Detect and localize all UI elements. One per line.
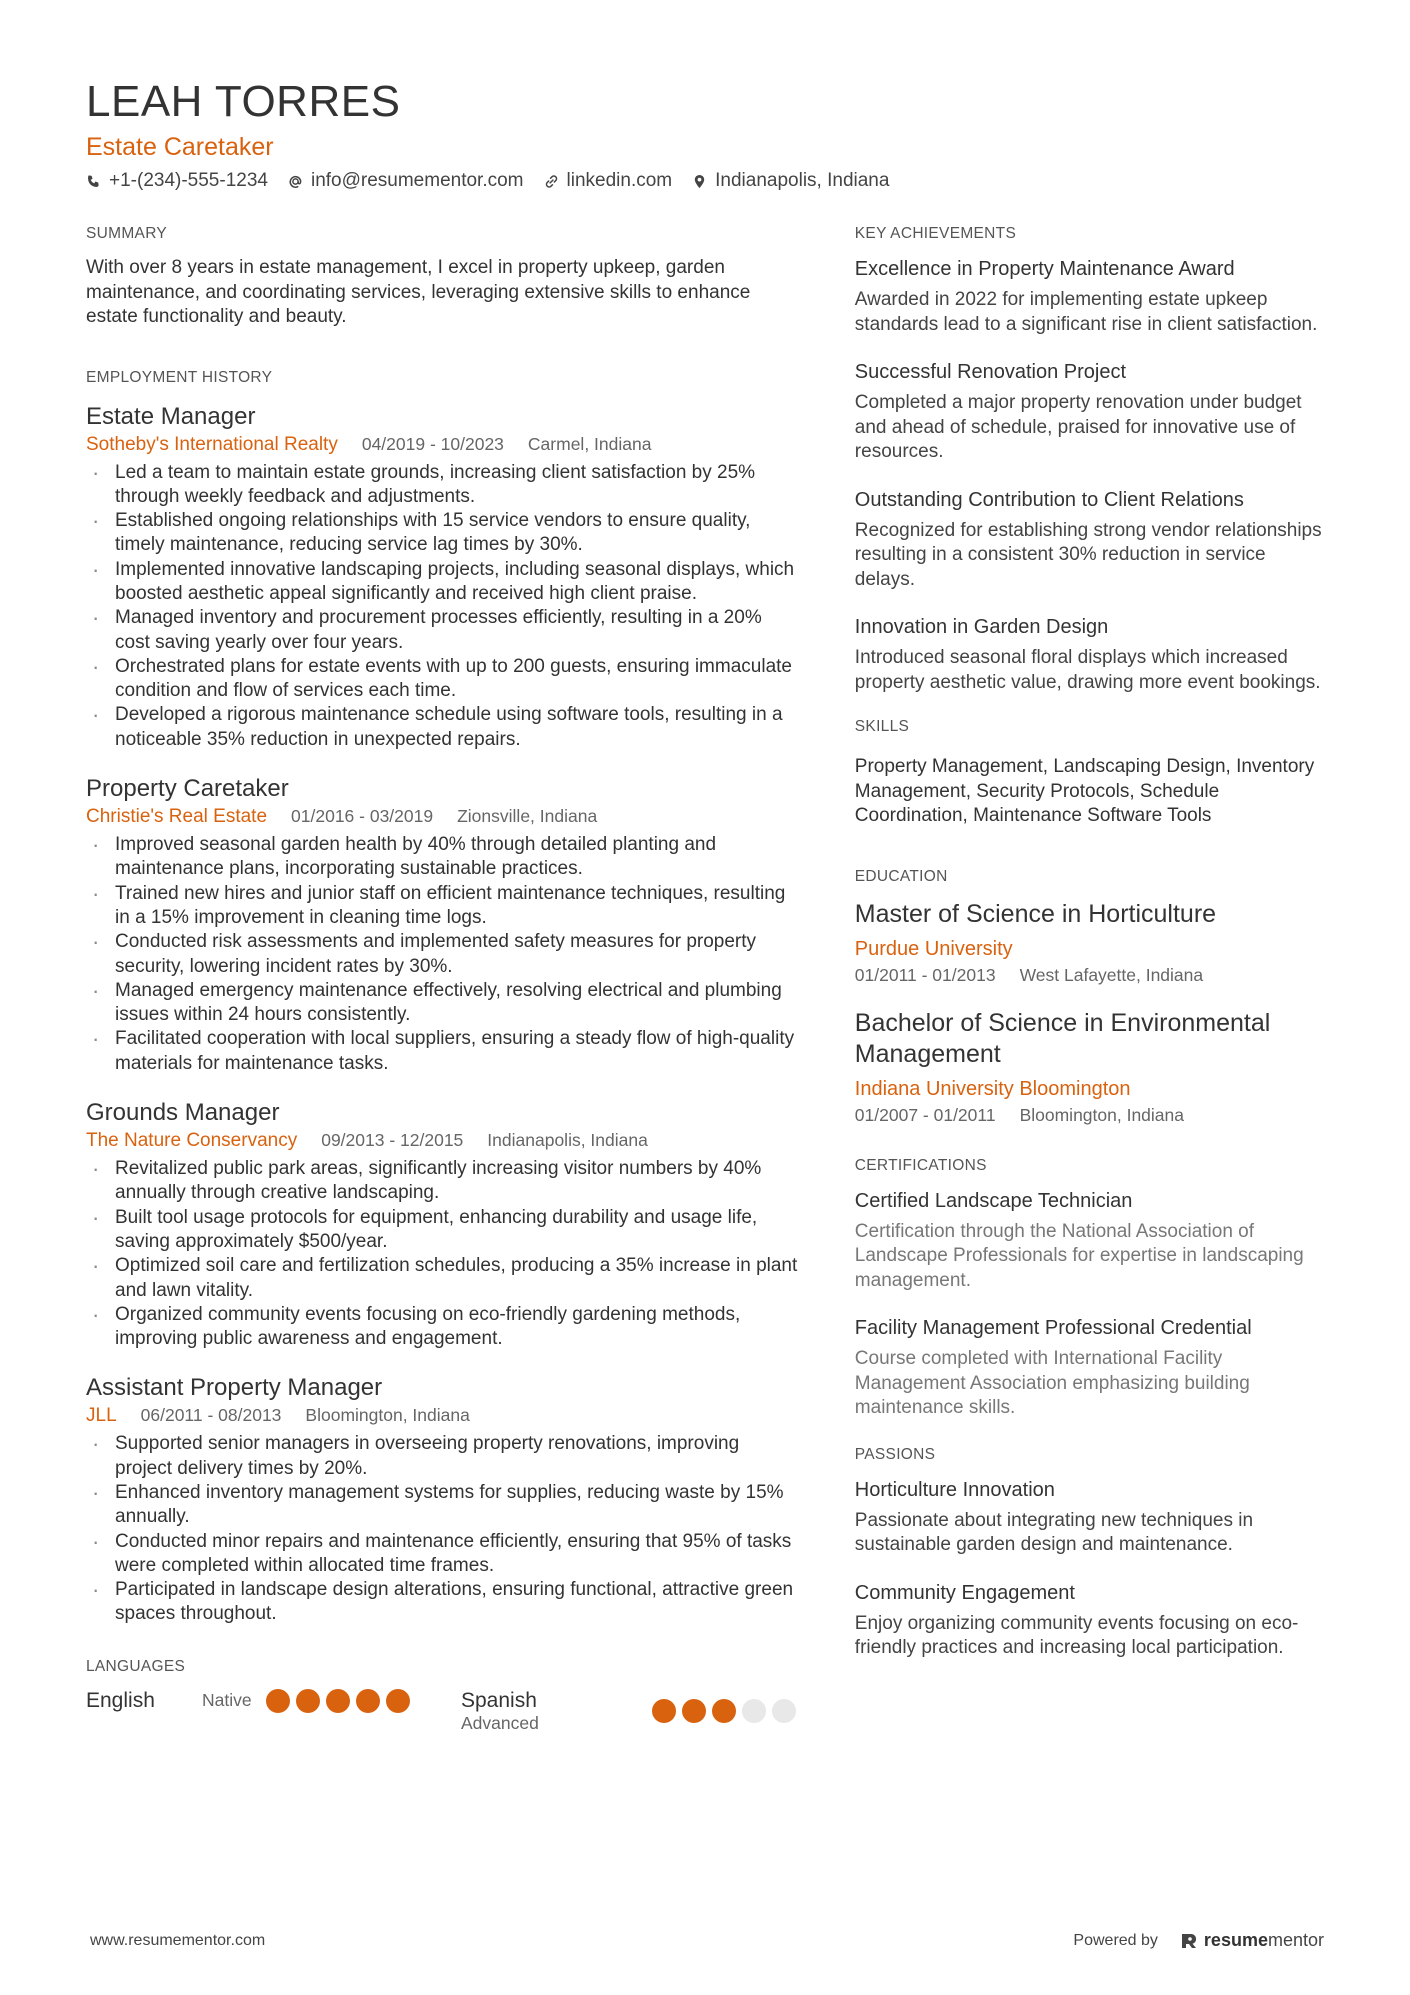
bullet-item: · Implemented innovative landscaping projects, including seasonal displays, which boosted aesthetic appeal significantly and received high client praise.: [86, 558, 800, 607]
certification-item: [855, 1188, 1324, 1294]
bullet-item: · Conducted minor repairs and maintenance efficiently, ensuring that 95% of tasks were completed within allocated time frames.: [86, 1530, 800, 1579]
achievement-item: [855, 256, 1324, 337]
achievements-heading: KEY ACHIEVEMENTS: [854, 225, 1017, 242]
job-location: Bloomington, Indiana: [305, 1405, 470, 1426]
bullet-item: · Participated in landscape design alterations, ensuring functional, attractive green spaces throughout.: [86, 1578, 800, 1627]
employment-heading: EMPLOYMENT HISTORY: [86, 368, 273, 386]
education-dates: 01/2011 - 01/2013: [854, 964, 996, 985]
school-name: Indiana University Bloomington: [854, 1077, 1131, 1100]
job-bullets: [86, 1432, 800, 1626]
language-spanish: [461, 1689, 796, 1734]
skills-section: [855, 717, 1324, 829]
left-column: [86, 224, 800, 1772]
achievement-item: [855, 487, 1324, 593]
achievement-item: [855, 359, 1324, 465]
job-title: Estate Manager: [86, 402, 256, 430]
achievement-desc: Awarded in 2022 for implementing estate upkeep standards lead to a significant rise in client satisfaction.: [854, 289, 1318, 335]
job-entry: [86, 1098, 800, 1351]
achievement-title: Successful Renovation Project: [854, 361, 1127, 383]
education-location: Bloomington, Indiana: [1019, 1104, 1184, 1125]
job-bullets: [86, 1157, 800, 1351]
job-dates: 04/2019 - 10/2023: [361, 433, 504, 454]
at-icon: [288, 174, 303, 189]
bullet-item: · Organized community events focusing on eco-friendly gardening methods, improving public awareness and engagement.: [86, 1303, 800, 1352]
skills-text: Property Management, Landscaping Design, Inventory Management, Security Protocols, Schedule Coordination, Maintenance Software Tools: [854, 756, 1315, 826]
language-name: English: [86, 1688, 155, 1712]
achievement-title: Innovation in Garden Design: [854, 616, 1109, 638]
link-icon: [544, 174, 559, 189]
bullet-item: · Supported senior managers in overseeing property renovations, improving project delivery times by 20%.: [86, 1432, 800, 1481]
language-name: Spanish: [461, 1688, 537, 1712]
summary-heading: SUMMARY: [86, 225, 168, 242]
language-level: Advanced: [461, 1712, 539, 1733]
passion-title: Horticulture Innovation: [854, 1478, 1055, 1501]
passion-item: [855, 1580, 1324, 1661]
company-name: The Nature Conservancy: [86, 1130, 298, 1152]
candidate-title: Estate Caretaker: [86, 133, 274, 161]
achievement-item: [855, 614, 1324, 695]
school-name: Purdue University: [854, 937, 1013, 960]
company-name: JLL: [86, 1405, 117, 1427]
contact-bar: [86, 170, 1324, 192]
location-pin-icon: [692, 174, 707, 189]
rating-dot: [386, 1689, 410, 1713]
brand-rest: mentor: [1267, 1930, 1324, 1950]
bullet-item: · Managed emergency maintenance effectively, resolving electrical and plumbing issues within 24 hours consistently.: [86, 979, 800, 1028]
certifications-section: [855, 1156, 1324, 1421]
rating-dot: [356, 1689, 380, 1713]
job-title: Assistant Property Manager: [86, 1374, 383, 1402]
bullet-item: · Managed inventory and procurement processes efficiently, resulting in a 20% cost saving yearly over four years.: [86, 606, 800, 655]
resumementor-logo-icon: [1180, 1932, 1198, 1950]
achievement-desc: Recognized for establishing strong vendor relationships resulting in a consistent 30% reduction in service delays.: [854, 519, 1322, 590]
job-dates: 09/2013 - 12/2015: [321, 1130, 464, 1151]
certification-item: [855, 1315, 1324, 1421]
page-footer: [90, 1930, 1324, 1951]
certifications-heading: CERTIFICATIONS: [854, 1156, 987, 1174]
job-location: Indianapolis, Indiana: [487, 1130, 648, 1151]
certification-desc: Certification through the National Association of Landscape Professionals for expertise in landscaping management.: [854, 1220, 1304, 1291]
powered-by-label: Powered by: [1073, 1931, 1158, 1949]
contact-phone: [86, 170, 268, 192]
powered-by: [1073, 1930, 1324, 1951]
job-dates: 06/2011 - 08/2013: [140, 1405, 282, 1426]
education-item: [855, 899, 1324, 986]
education-heading: EDUCATION: [854, 867, 948, 885]
company-name: Christie's Real Estate: [86, 806, 268, 828]
rating-dot: [682, 1699, 706, 1723]
job-location: Zionsville, Indiana: [457, 806, 598, 827]
education-section: [855, 867, 1324, 1126]
brand-logo[interactable]: [1180, 1930, 1324, 1951]
candidate-name: LEAH TORRES: [86, 77, 401, 126]
rating-dot: [742, 1699, 766, 1723]
rating-dot: [266, 1689, 290, 1713]
rating-dot: [772, 1699, 796, 1723]
bullet-item: · Enhanced inventory management systems for supplies, reducing waste by 15% annually.: [86, 1481, 800, 1530]
language-rating: [652, 1699, 796, 1734]
bullet-item: · Conducted risk assessments and implemented safety measures for property security, lowering incident rates by 30%.: [86, 930, 800, 979]
education-dates: 01/2007 - 01/2011: [854, 1104, 996, 1125]
bullet-item: · Improved seasonal garden health by 40% through detailed planting and maintenance plans, incorporating sustainable practices.: [86, 833, 800, 882]
email-text[interactable]: info@resumementor.com: [310, 170, 524, 191]
rating-dot: [712, 1699, 736, 1723]
skills-heading: SKILLS: [854, 718, 910, 735]
employment-section: [86, 368, 800, 1627]
summary-text: With over 8 years in estate management, I excel in property upkeep, garden maintenance, and coordinating services, leveraging extensive skills to enhance estate functionality and beauty.: [86, 257, 751, 327]
certification-desc: Course completed with International Facility Management Association emphasizing building maintenance skills.: [854, 1348, 1250, 1418]
bullet-item: · Facilitated cooperation with local suppliers, ensuring a steady flow of high-quality materials for maintenance tasks.: [86, 1027, 800, 1076]
degree-title: Bachelor of Science in Environmental Management: [854, 1008, 1271, 1068]
bullet-item: · Trained new hires and junior staff on efficient maintenance techniques, resulting in a 15% improvement in cleaning time logs.: [86, 882, 800, 931]
bullet-item: · Led a team to maintain estate grounds, increasing client satisfaction by 25% through weekly feedback and adjustments.: [86, 461, 800, 510]
passion-title: Community Engagement: [854, 1581, 1075, 1604]
summary-section: [86, 224, 800, 330]
certification-title: Certified Landscape Technician: [854, 1189, 1133, 1212]
job-bullets: [86, 461, 800, 753]
contact-email[interactable]: [288, 170, 524, 192]
language-rating: [266, 1689, 410, 1713]
passion-item: [855, 1477, 1324, 1558]
education-item: [855, 1008, 1324, 1126]
certification-title: Facility Management Professional Credential: [854, 1317, 1252, 1339]
job-title: Grounds Manager: [86, 1099, 280, 1127]
bullet-item: · Developed a rigorous maintenance schedule using software tools, resulting in a noticeable 35% reduction in unexpected repairs.: [86, 703, 800, 752]
linkedin-text[interactable]: linkedin.com: [566, 170, 673, 191]
bullet-item: · Optimized soil care and fertilization schedules, producing a 35% increase in plant and lawn vitality.: [86, 1254, 800, 1303]
achievement-title: Excellence in Property Maintenance Award: [854, 258, 1235, 280]
passion-desc: Enjoy organizing community events focusing on eco-friendly practices and increasing local participation.: [854, 1612, 1299, 1658]
passions-section: [855, 1445, 1324, 1661]
job-bullets: [86, 833, 800, 1076]
phone-icon: [86, 174, 101, 189]
bullet-item: · Established ongoing relationships with 15 service vendors to ensure quality, timely maintenance, reducing service lag times by 30%.: [86, 509, 800, 558]
job-entry: [86, 1373, 800, 1626]
location-text: Indianapolis, Indiana: [715, 170, 890, 191]
passion-desc: Passionate about integrating new techniques in sustainable garden design and maintenance.: [854, 1509, 1254, 1555]
job-entry: [86, 774, 800, 1076]
job-entry: [86, 402, 800, 753]
passions-heading: PASSIONS: [854, 1445, 936, 1463]
job-title: Property Caretaker: [86, 775, 289, 803]
language-level: Native: [202, 1690, 252, 1711]
rating-dot: [652, 1699, 676, 1723]
languages-section: [86, 1657, 800, 1734]
language-english: [86, 1689, 461, 1713]
bullet-item: · Built tool usage protocols for equipment, enhancing durability and usage life, saving approximately $500/year.: [86, 1206, 800, 1255]
contact-linkedin[interactable]: [544, 170, 673, 192]
brand-bold: resume: [1203, 1930, 1268, 1950]
bullet-item: · Orchestrated plans for estate events with up to 200 guests, ensuring immaculate condition and flow of services each time.: [86, 655, 800, 704]
job-dates: 01/2016 - 03/2019: [291, 806, 434, 827]
achievement-desc: Completed a major property renovation under budget and ahead of schedule, praised for innovative use of resources.: [854, 392, 1302, 462]
degree-title: Master of Science in Horticulture: [854, 899, 1217, 928]
achievements-section: [855, 224, 1324, 695]
company-name: Sotheby's International Realty: [86, 433, 338, 455]
phone-text: +1-(234)-555-1234: [109, 170, 268, 191]
contact-location: [692, 170, 889, 192]
achievement-desc: Introduced seasonal floral displays which increased property aesthetic value, drawing more event bookings.: [854, 647, 1321, 693]
rating-dot: [326, 1689, 350, 1713]
job-location: Carmel, Indiana: [527, 433, 652, 454]
education-location: West Lafayette, Indiana: [1019, 964, 1204, 985]
rating-dot: [296, 1689, 320, 1713]
achievement-title: Outstanding Contribution to Client Relations: [854, 488, 1244, 511]
languages-heading: LANGUAGES: [86, 1657, 186, 1675]
right-column: [855, 224, 1324, 1772]
footer-website[interactable]: www.resumementor.com: [90, 1931, 266, 1949]
bullet-item: · Revitalized public park areas, significantly increasing visitor numbers by 40% annually through creative landscaping.: [86, 1157, 800, 1206]
